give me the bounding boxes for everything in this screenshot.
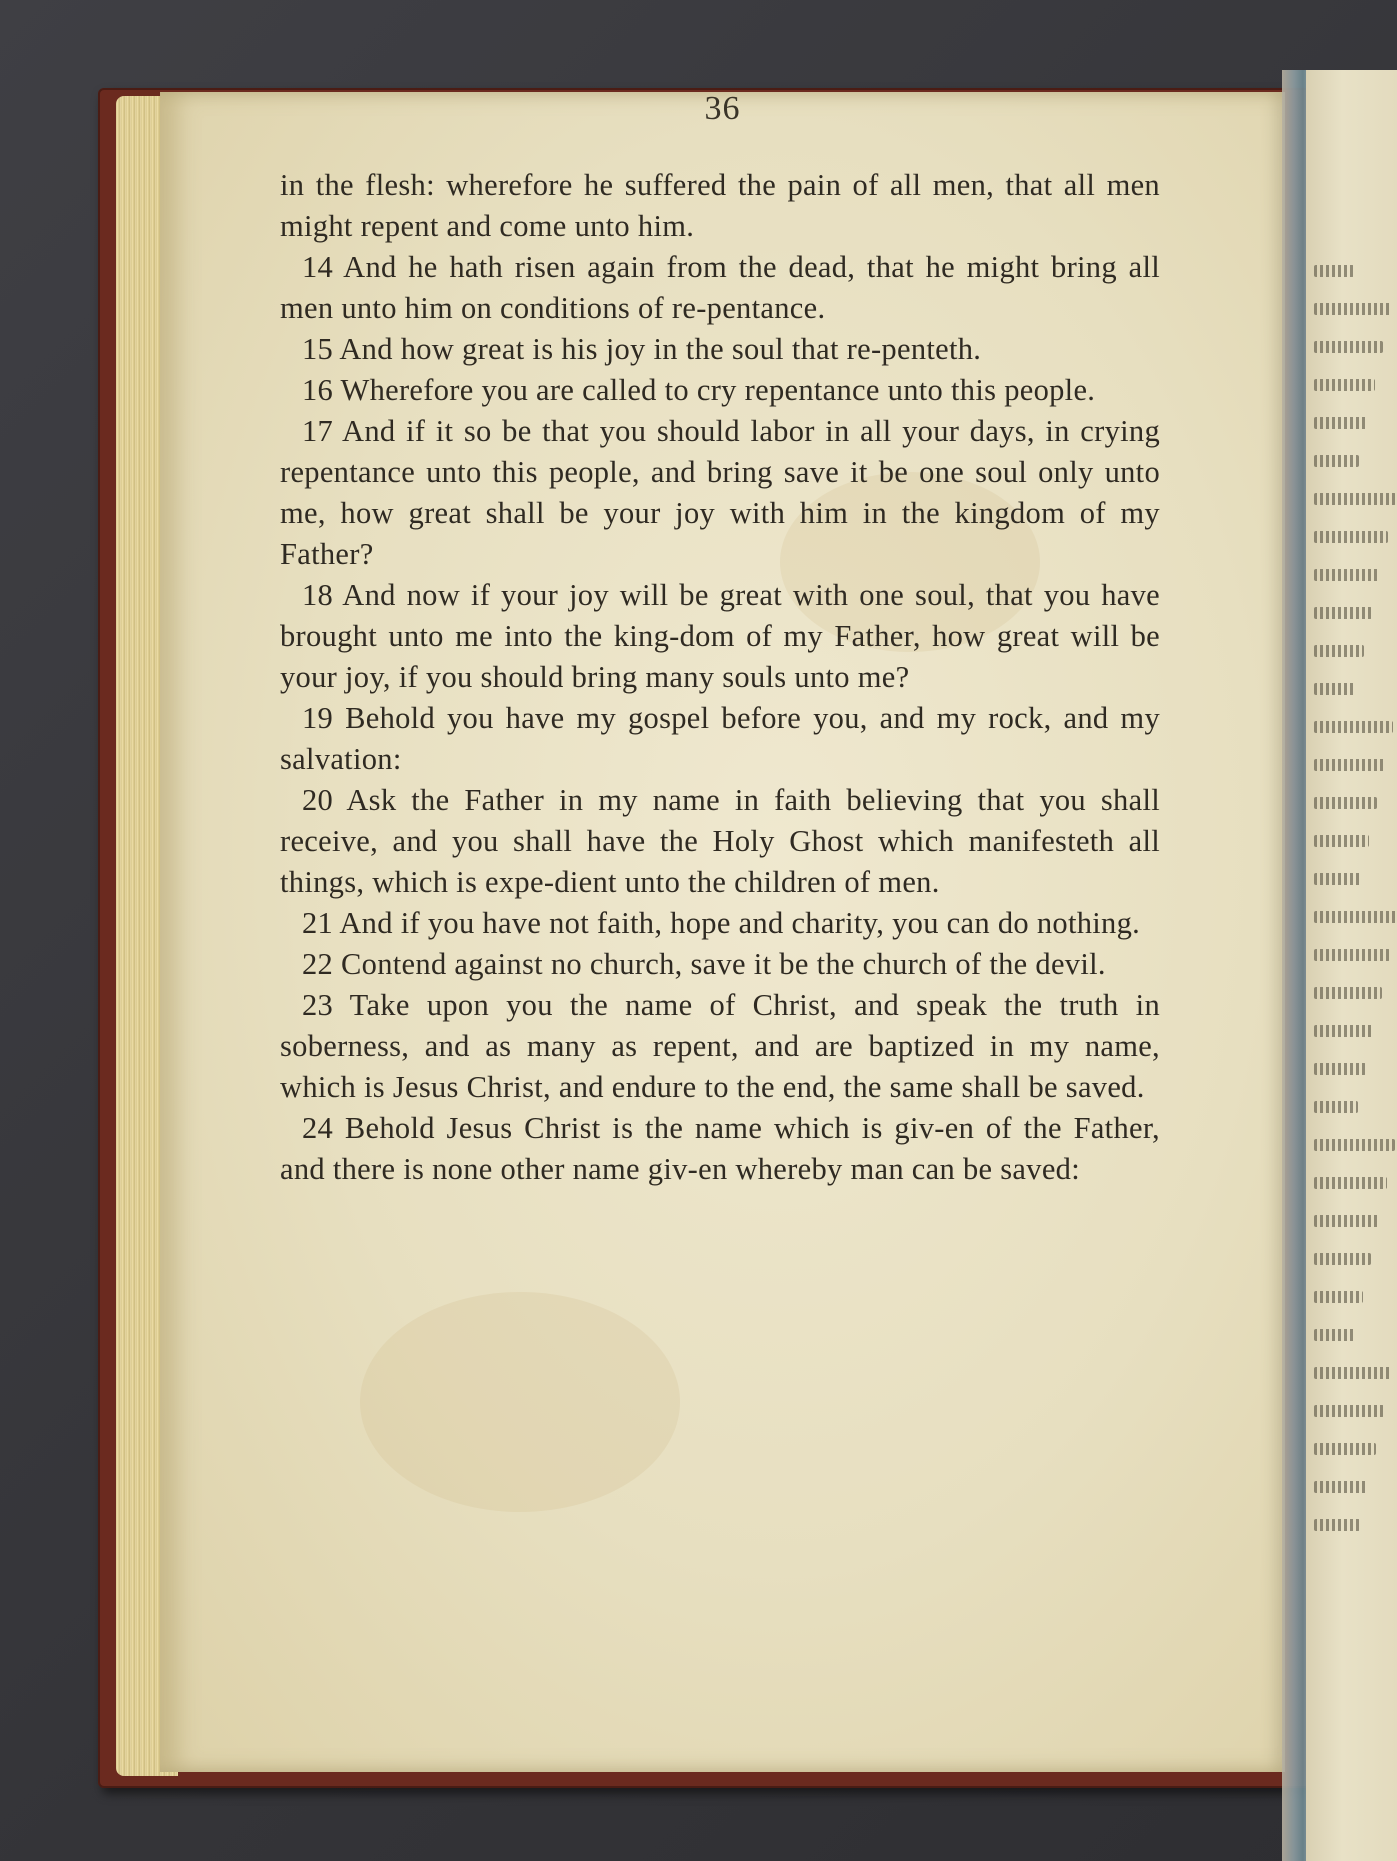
- verse-number: 20: [302, 783, 334, 817]
- facing-page-text-fragment: [1314, 341, 1383, 353]
- facing-page-text-fragment: [1314, 1405, 1384, 1417]
- verse: [280, 1108, 1160, 1190]
- verse-text: And if it so be that you should labor in all your days, in crying repentance unto this people, and bring save it be one soul only unto me, how great shall be your joy with him in the kingdom of my Father?: [280, 414, 1160, 571]
- facing-page-text-fragment: [1314, 987, 1382, 999]
- paper-stain: [360, 1292, 680, 1512]
- verse-number: 23: [302, 988, 334, 1022]
- facing-page-text-fragment: [1314, 1025, 1374, 1037]
- verse-number: 16: [302, 373, 334, 407]
- verse: [280, 329, 1160, 370]
- facing-page-text-fragment: [1314, 911, 1397, 923]
- verse-text: Behold you have my gospel before you, and my rock, and my salvation:: [280, 701, 1160, 776]
- verse: [280, 247, 1160, 329]
- verse: [280, 370, 1160, 411]
- facing-page-text-fragment: [1314, 683, 1356, 695]
- facing-page-text-fragment: [1314, 797, 1377, 809]
- verse-number: 22: [302, 947, 334, 981]
- facing-page-text-fragment: [1314, 835, 1369, 847]
- facing-page-text-fragment: [1314, 379, 1375, 391]
- verse-number: 15: [302, 332, 334, 366]
- verse-text: And if you have not faith, hope and charity, you can do nothing.: [333, 906, 1141, 940]
- facing-page-text-fragment: [1314, 493, 1396, 505]
- facing-page-text-fragment: [1314, 607, 1372, 619]
- verse-text: Wherefore you are called to cry repentance unto this people.: [333, 373, 1096, 407]
- facing-page-text-fragment: [1314, 1215, 1379, 1227]
- verse-text: Behold Jesus Christ is the name which is giv-en of the Father, and there is none other name giv-en whereby man can be saved:: [280, 1111, 1160, 1186]
- verse-number: 18: [302, 578, 334, 612]
- facing-page-text-fragment: [1314, 1101, 1358, 1113]
- verse-number: 19: [302, 701, 334, 735]
- verse-text: And now if your joy will be great with one soul, that you have brought unto me into the king-dom of my Father, how great will be your joy, if you should bring many souls unto me?: [280, 578, 1160, 694]
- facing-page-text-fragment: [1314, 417, 1367, 429]
- facing-page-text-fragment: [1314, 759, 1385, 771]
- verse-list: [280, 247, 1160, 1190]
- facing-page-text-fragment: [1314, 1329, 1355, 1341]
- intro-lines: in the flesh: wherefore he suffered the pain of all men, that all men might repent and come unto him.: [280, 168, 1160, 243]
- facing-page-text-fragment: [1314, 1443, 1376, 1455]
- verse-text: Contend against no church, save it be the church of the devil.: [333, 947, 1106, 981]
- verse-text: And he hath risen again from the dead, that he might bring all men unto him on conditions of re-pentance.: [280, 250, 1160, 325]
- verse: [280, 698, 1160, 780]
- page-text: [280, 165, 1160, 1190]
- facing-page-text-fragment: [1314, 265, 1354, 277]
- verse-text: And how great is his joy in the soul that re-penteth.: [333, 332, 982, 366]
- facing-page-text-fragment: [1314, 721, 1393, 733]
- verse: [280, 411, 1160, 575]
- verse: [280, 780, 1160, 903]
- facing-page-text-fragment: [1314, 1253, 1371, 1265]
- verse-number: 14: [302, 250, 334, 284]
- facing-page-text-fragment: [1314, 1291, 1363, 1303]
- facing-page-text-fragment: [1314, 455, 1359, 467]
- page-number: 36: [704, 90, 741, 127]
- verse-text: Ask the Father in my name in faith believing that you shall receive, and you shall have the Holy Ghost which manifesteth all things, which is expe-dient unto the children of men.: [280, 783, 1160, 899]
- verse-text: Take upon you the name of Christ, and speak the truth in soberness, and as many as repent, and are baptized in my name, which is Jesus Christ, and endure to the end, the same shall be saved.: [280, 988, 1160, 1104]
- facing-page-text-fragment: [1314, 873, 1361, 885]
- verse-number: 24: [302, 1111, 334, 1145]
- facing-page-text-fragment: [1314, 1367, 1392, 1379]
- verse-number: 17: [302, 414, 334, 448]
- facing-page-text-fragment: [1314, 1139, 1395, 1151]
- facing-page-text-fragment: [1314, 645, 1364, 657]
- verse: [280, 944, 1160, 985]
- verse-number: 21: [302, 906, 334, 940]
- facing-page-text-fragment: [1314, 303, 1391, 315]
- verse: [280, 903, 1160, 944]
- facing-page-text-fragment: [1314, 531, 1388, 543]
- facing-page-text-fragment: [1314, 949, 1390, 961]
- facing-page-text-fragment: [1314, 1177, 1387, 1189]
- facing-page-text-fragment: [1314, 1063, 1366, 1075]
- verse: [280, 985, 1160, 1108]
- facing-page-text-fragment: [1314, 1519, 1360, 1531]
- facing-page-edge: [1306, 70, 1397, 1861]
- facing-page-text-fragment: [1314, 1481, 1368, 1493]
- verse: [280, 575, 1160, 698]
- facing-page-text-fragment: [1314, 569, 1380, 581]
